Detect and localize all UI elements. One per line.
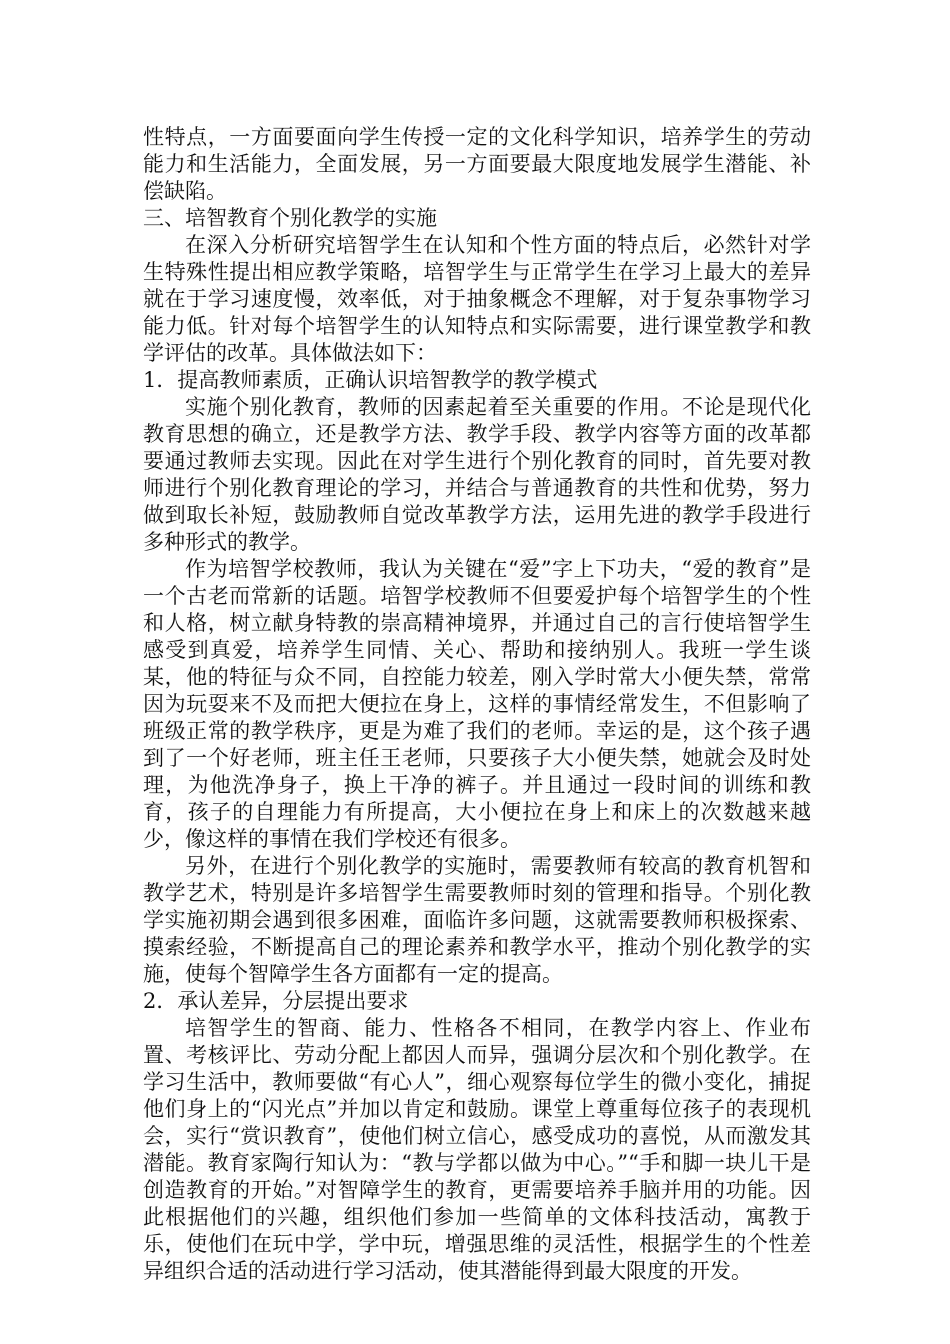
document-page bbox=[143, 124, 811, 1285]
paragraph-body: 在深入分析研究培智学生在认知和个性方面的特点后，必然针对学生特殊性提出相应教学策略，培智学生与正常学生在学习上最大的差异就在于学习速度慢，效率低，对于抽象概念不理解，对于复杂事物学习能力低。针对每个培智学生的认知特点和实际需要，进行课堂教学和教学评估的改革。具体做法如下： bbox=[143, 233, 811, 365]
paragraph-body: 培智学生的智商、能力、性格各不相同，在教学内容上、作业布置、考核评比、劳动分配上都因人而异，强调分层次和个别化教学。在学习生活中，教师要做“有心人”，细心观察每位学生的微小变化，捕捉他们身上的“闪光点”并加以肯定和鼓励。课堂上尊重每位孩子的表现机会，实行“赏识教育”，使他们树立信心，感受成功的喜悦，从而激发其潜能。教育家陶行知认为：“教与学都以做为中心。”“手和脚一块儿干是创造教育的开始。”对智障学生的教育，更需要培养手脑并用的功能。因此根据他们的兴趣，组织他们参加一些简单的文体科技活动，寓教于乐，使他们在玩中学，学中玩，增强思维的灵活性，根据学生的个性差异组织合适的活动进行学习活动，使其潜能得到最大限度的开发。 bbox=[143, 1016, 811, 1283]
paragraph-body: 另外，在进行个别化教学的实施时，需要教师有较高的教育机智和教学艺术，特别是许多培智学生需要教师时刻的管理和指导。个别化教学实施初期会遇到很多困难，面临许多问题，这就需要教师积极探索、摸索经验，不断提高自己的理论素养和教学水平，推动个别化教学的实施，使每个智障学生各方面都有一定的提高。 bbox=[143, 854, 811, 986]
paragraph-body: 作为培智学校教师，我认为关键在“爱”字上下功夫，“爱的教育”是一个古老而常新的话题。培智学校教师不但要爱护每个培智学生的个性和人格，树立献身特教的崇高精神境界，并通过自己的言行使培智学生感受到真爱，培养学生同情、关心、帮助和接纳别人。我班一学生谈某，他的特征与众不同，自控能力较差，刚入学时常大小便失禁，常常因为玩耍来不及而把大便拉在身上，这样的事情经常发生，不但影响了班级正常的教学秩序，更是为难了我们的老师。幸运的是，这个孩子遇到了一个好老师，班主任王老师，只要孩子大小便失禁，她就会及时处理，为他洗净身子，换上干净的裤子。并且通过一段时间的训练和教育，孩子的自理能力有所提高，大小便拉在身上和床上的次数越来越少，像这样的事情在我们学校还有很多。 bbox=[143, 557, 811, 851]
paragraph-continued: 性特点，一方面要面向学生传授一定的文化科学知识，培养学生的劳动能力和生活能力，全面发展，另一方面要最大限度地发展学生潜能、补偿缺陷。 bbox=[143, 125, 811, 203]
subheading-1: 1．提高教师素质，正确认识培智教学的教学模式 bbox=[143, 368, 598, 392]
subheading-2: 2．承认差异，分层提出要求 bbox=[143, 989, 409, 1013]
paragraph-body: 实施个别化教育，教师的因素起着至关重要的作用。不论是现代化教育思想的确立，还是教学方法、教学手段、教学内容等方面的改革都要通过教师去实现。因此在对学生进行个别化教育的同时，首先要对教师进行个别化教育理论的学习，并结合与普通教育的共性和优势，努力做到取长补短，鼓励教师自觉改革教学方法，运用先进的教学手段进行多种形式的教学。 bbox=[143, 395, 811, 554]
section-heading-3: 三、培智教育个别化教学的实施 bbox=[143, 206, 437, 230]
